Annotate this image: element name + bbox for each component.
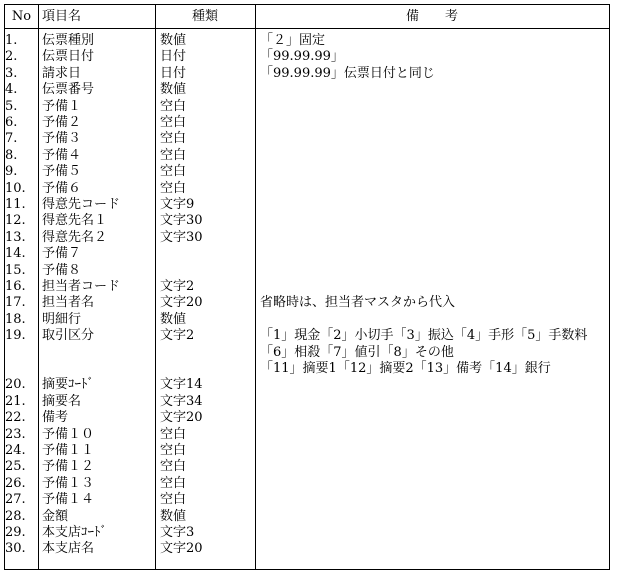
row-type: 空白	[160, 475, 187, 491]
row-no: 25.	[5, 459, 26, 475]
row-name: 担当者名	[42, 295, 95, 311]
row-type: 空白	[160, 426, 187, 442]
row-type: 日付	[160, 65, 187, 81]
row-type: 文字9	[160, 197, 195, 212]
row-no: 21.	[5, 393, 26, 409]
row-note: 「99.99.99」	[260, 49, 344, 65]
row-no: 5.	[5, 98, 18, 114]
row-name: 金額	[42, 508, 69, 524]
row-type: 文字30	[160, 229, 203, 245]
row-no: 15.	[5, 262, 26, 278]
column-divider	[155, 5, 156, 569]
field-spec-table	[4, 4, 610, 570]
row-name: 得意先コード	[42, 197, 121, 212]
row-name: 予備７	[42, 246, 82, 262]
row-type: 文字34	[160, 393, 203, 409]
row-no: 26.	[5, 475, 26, 491]
row-no: 24.	[5, 443, 26, 458]
row-name: 担当者コード	[42, 279, 121, 294]
row-name: 予備２	[42, 115, 82, 130]
row-note: 「1」現金「2」小切手「3」振込「4」手形「5」手数料	[260, 328, 588, 344]
row-name: 予備８	[42, 262, 82, 278]
row-type: 文字3	[160, 525, 195, 540]
row-no: 29.	[5, 525, 26, 540]
header-type: 種類	[191, 9, 218, 24]
row-no: 7.	[5, 131, 18, 147]
row-name: 摘要ｺｰﾄﾞ	[42, 377, 95, 393]
row-note: 「11」摘要1「12」摘要2「13」備考「14」銀行	[260, 361, 551, 376]
row-no: 20.	[5, 377, 26, 393]
row-type: 空白	[160, 180, 187, 196]
row-name: 予備１	[42, 98, 82, 114]
row-name: 伝票番号	[42, 82, 95, 98]
row-no: 1.	[5, 33, 18, 48]
row-name: 予備１２	[42, 459, 95, 475]
row-no: 30.	[5, 541, 26, 557]
row-type: 文字30	[160, 213, 203, 229]
row-note: 「6」相殺「7」値引「8」その他	[260, 344, 454, 360]
row-no: 22.	[5, 410, 26, 426]
row-type: 文字2	[160, 328, 195, 344]
row-no: 13.	[5, 229, 26, 245]
row-name: 予備６	[42, 180, 82, 196]
row-name: 予備１３	[42, 475, 95, 491]
row-no: 10.	[5, 180, 26, 196]
row-no: 16.	[5, 279, 26, 294]
row-name: 請求日	[42, 65, 82, 81]
row-type: 文字20	[160, 410, 203, 426]
row-name: 予備１１	[42, 443, 95, 458]
row-note: 「２」固定	[260, 33, 326, 48]
row-no: 19.	[5, 328, 26, 344]
header-note: 備 考	[405, 9, 458, 24]
row-type: 空白	[160, 492, 187, 508]
row-type: 空白	[160, 459, 187, 475]
column-divider	[38, 5, 39, 569]
row-name: 予備４	[42, 147, 82, 163]
row-name: 予備１４	[42, 492, 95, 508]
row-note: 「99.99.99」伝票日付と同じ	[260, 65, 435, 81]
row-name: 伝票種別	[42, 33, 95, 48]
row-no: 12.	[5, 213, 26, 229]
row-name: 明細行	[42, 311, 82, 327]
row-name: 本支店ｺｰﾄﾞ	[42, 525, 108, 540]
column-divider	[255, 5, 256, 569]
row-type: 空白	[160, 131, 187, 147]
row-type: 空白	[160, 115, 187, 130]
header-divider	[5, 28, 609, 29]
row-type: 空白	[160, 164, 187, 180]
row-type: 数値	[160, 508, 187, 524]
row-type: 空白	[160, 98, 187, 114]
header-no: No	[11, 9, 32, 24]
row-type: 文字20	[160, 295, 203, 311]
row-no: 9.	[5, 164, 18, 180]
row-type: 空白	[160, 443, 187, 458]
row-type: 日付	[160, 49, 187, 65]
row-name: 予備５	[42, 164, 82, 180]
row-no: 17.	[5, 295, 26, 311]
row-note: 省略時は、担当者マスタから代入	[260, 295, 456, 311]
row-type: 文字14	[160, 377, 203, 393]
row-no: 23.	[5, 426, 26, 442]
row-name: 得意先名２	[42, 229, 108, 245]
row-name: 本支店名	[42, 541, 95, 557]
row-name: 得意先名１	[42, 213, 108, 229]
row-no: 18.	[5, 311, 26, 327]
row-no: 6.	[5, 115, 18, 130]
row-type: 空白	[160, 147, 187, 163]
row-no: 14.	[5, 246, 26, 262]
row-type: 数値	[160, 311, 187, 327]
row-type: 文字20	[160, 541, 203, 557]
row-name: 伝票日付	[42, 49, 95, 65]
row-name: 取引区分	[42, 328, 95, 344]
row-no: 4.	[5, 82, 18, 98]
row-type: 文字2	[160, 279, 195, 294]
row-name: 予備３	[42, 131, 82, 147]
row-name: 摘要名	[42, 393, 82, 409]
row-no: 2.	[5, 49, 18, 65]
row-name: 予備１０	[42, 426, 95, 442]
row-type: 数値	[160, 82, 187, 98]
row-no: 27.	[5, 492, 26, 508]
row-no: 8.	[5, 147, 18, 163]
row-no: 3.	[5, 65, 18, 81]
row-no: 11.	[5, 197, 26, 212]
row-name: 備考	[42, 410, 69, 426]
row-no: 28.	[5, 508, 26, 524]
header-name: 項目名	[42, 9, 82, 24]
row-type: 数値	[160, 33, 187, 48]
